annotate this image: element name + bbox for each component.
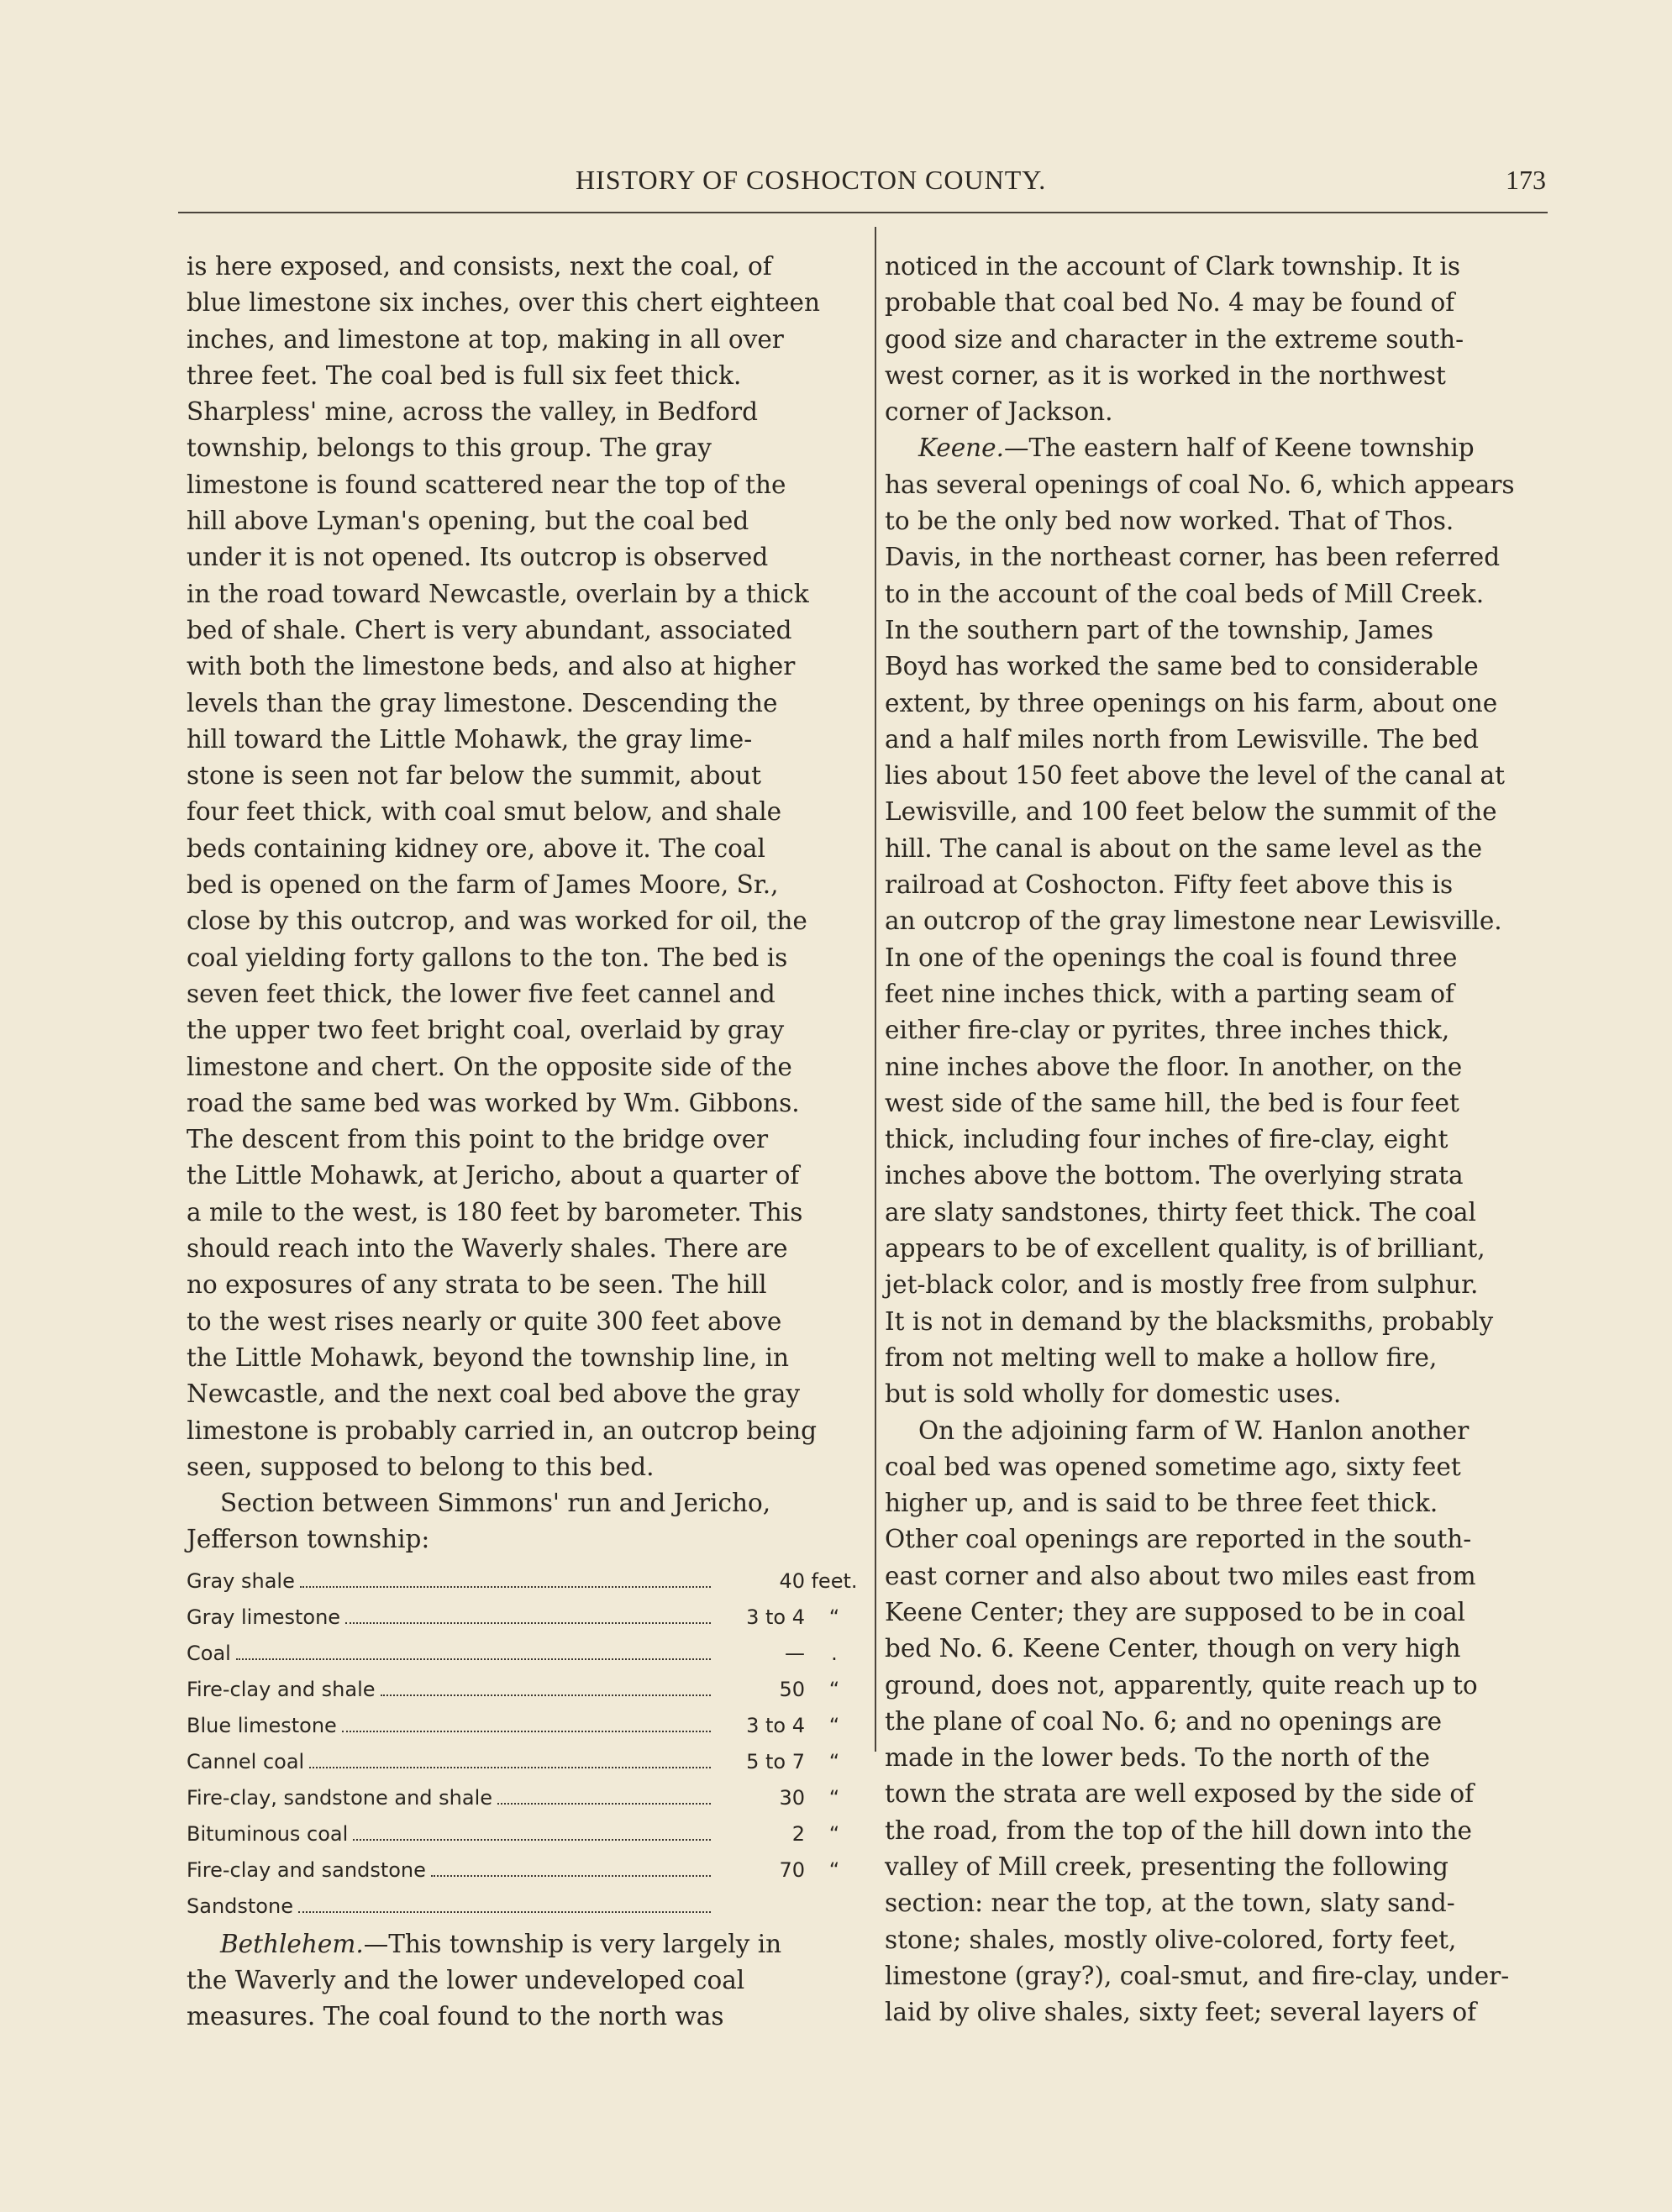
section-row: Cannel coal 5 to 7 “: [187, 1749, 840, 1773]
column-divider: [875, 227, 876, 1752]
dot-leader: [497, 1803, 711, 1805]
section-row: Gray shale 40 feet.: [187, 1568, 858, 1593]
dot-leader: [298, 1911, 711, 1913]
page-number: 173: [1506, 165, 1546, 195]
section-row: Blue limestone 3 to 4 “: [187, 1713, 840, 1737]
section-row: Gray limestone 3 to 4 “: [187, 1605, 840, 1629]
keene-heading: Keene.: [918, 433, 1004, 463]
dot-leader: [353, 1839, 711, 1841]
bethlehem-heading: Bethlehem.: [220, 1929, 364, 1958]
running-title: HISTORY OF COSHOCTON COUNTY.: [576, 165, 1047, 195]
dot-leader: [381, 1694, 711, 1696]
paragraph-keene: [885, 430, 1553, 1412]
dot-leader: [345, 1622, 711, 1624]
dot-leader: [342, 1731, 711, 1732]
right-column: [885, 249, 1553, 2031]
section-row: Sandstone: [187, 1889, 864, 1925]
bethlehem-text: —This township is very largely in the Waverly and the lower undeveloped coal measures. The coal found to the north was: [187, 1929, 782, 2031]
page-header: [181, 165, 1546, 207]
paragraph-bethlehem: [187, 1926, 864, 2036]
dot-leader: [431, 1875, 711, 1877]
dot-leader: [309, 1767, 711, 1768]
section-row: Fire-clay and shale 50 “: [187, 1677, 840, 1701]
section-table: [187, 1563, 864, 1925]
keene-text: —The eastern half of Keene township has several openings of coal No. 6, which appears to be the only bed now worked. That of Thos. Davis, in the northeast corner, has been referred to in the account of the coal beds of Mill Creek. In the southern part of the township, James Boyd has worked the same bed to considerable extent, by three openings on his farm, about one and a half miles north from Lewisville. The bed lies about 150 feet above the level of the canal at Lewisville, and 100 feet below the summit of the hill. The canal is about on the same level as the railroad at Coshocton. Fifty feet above this is an outcrop of the gray limestone near Lewisville. In one of the openings the coal is found three feet nine inches thick, with a parting seam of either fire-clay or pyrites, three inches thick, nine inches above the floor. In another, on the west side of the same hill, the bed is four feet thick, including four inches of fire-clay, eight inches above the bottom. The overlying strata are slaty sandstones, thirty feet thick. The coal appears to be of excellent quality, is of brilliant, jet-black color, and is mostly free from sulphur. It is not in demand by the blacksmiths, probably from not melting well to make a hollow fire, but is sold wholly for domestic uses.: [885, 433, 1515, 1409]
section-row: Fire-clay and sandstone 70 “: [187, 1857, 840, 1882]
left-column: [187, 249, 864, 2036]
section-row: Bituminous coal 2 “: [187, 1821, 840, 1846]
section-intro: Section between Simmons' run and Jericho, Jefferson township:: [187, 1489, 771, 1554]
dot-leader: [236, 1658, 711, 1660]
paragraph-bethlehem-continued: noticed in the account of Clark township. It is probable that coal bed No. 4 may be found of good size and character in the extreme south- west corner, as it is worked in the northwest corner of Jackson.: [885, 252, 1464, 427]
section-row: Coal — .: [187, 1641, 838, 1665]
section-row: Fire-clay, sandstone and shale 30 “: [187, 1785, 840, 1810]
paragraph-jefferson-continued: is here exposed, and consists, next the coal, of blue limestone six inches, over this chert eighteen inches, and limestone at top, making in all over three feet. The coal bed is full six feet thick. Sharpless' mine, across the valley, in Bedford township, belongs to this group. The gray limestone is found scattered near the top of the hill above Lyman's opening, but the coal bed under it is not opened. Its outcrop is observed in the road toward Newcastle, overlain by a thick bed of shale. Chert is very abundant, associated with both the limestone beds, and also at higher levels than the gray limestone. Descending the hill toward the Little Mohawk, the gray lime- stone is seen not far below the summit, about four feet thick, with coal smut below, and shale beds containing kidney ore, above it. The coal bed is opened on the farm of James Moore, Sr., close by this outcrop, and was worked for oil, the coal yielding forty gallons to the ton. The bed is seven feet thick, the lower five feet cannel and the upper two feet bright coal, overlaid by gray limestone and chert. On the opposite side of the road the same bed was worked by Wm. Gibbons. The descent from this point to the bridge over the Little Mohawk, at Jericho, about a quarter of a mile to the west, is 180 feet by barometer. This should reach into the Waverly shales. There are no exposures of any strata to be seen. The hill to the west rises nearly or quite 300 feet above the Little Mohawk, beyond the township line, in Newcastle, and the next coal bed above the gray limestone is probably carried in, an outcrop being seen, supposed to belong to this bed.: [187, 252, 820, 1481]
dot-leader: [300, 1586, 711, 1588]
header-rule: [178, 212, 1548, 213]
paragraph-hanlon: On the adjoining farm of W. Hanlon another coal bed was opened sometime ago, sixty feet higher up, and is said to be three feet thick. Other coal openings are reported in the south- east corner and also about two miles east from Keene Center; they are supposed to be in coal bed No. 6. Keene Center, though on very high ground, does not, apparently, quite reach up to the plane of coal No. 6; and no openings are made in the lower beds. To the north of the town the strata are well exposed by the side of the road, from the top of the hill down into the valley of Mill creek, presenting the following section: near the top, at the town, slaty sand- stone; shales, mostly olive-colored, forty feet, limestone (gray?), coal-smut, and fire-clay, under- laid by olive shales, sixty feet; several layers of: [885, 1416, 1510, 2027]
